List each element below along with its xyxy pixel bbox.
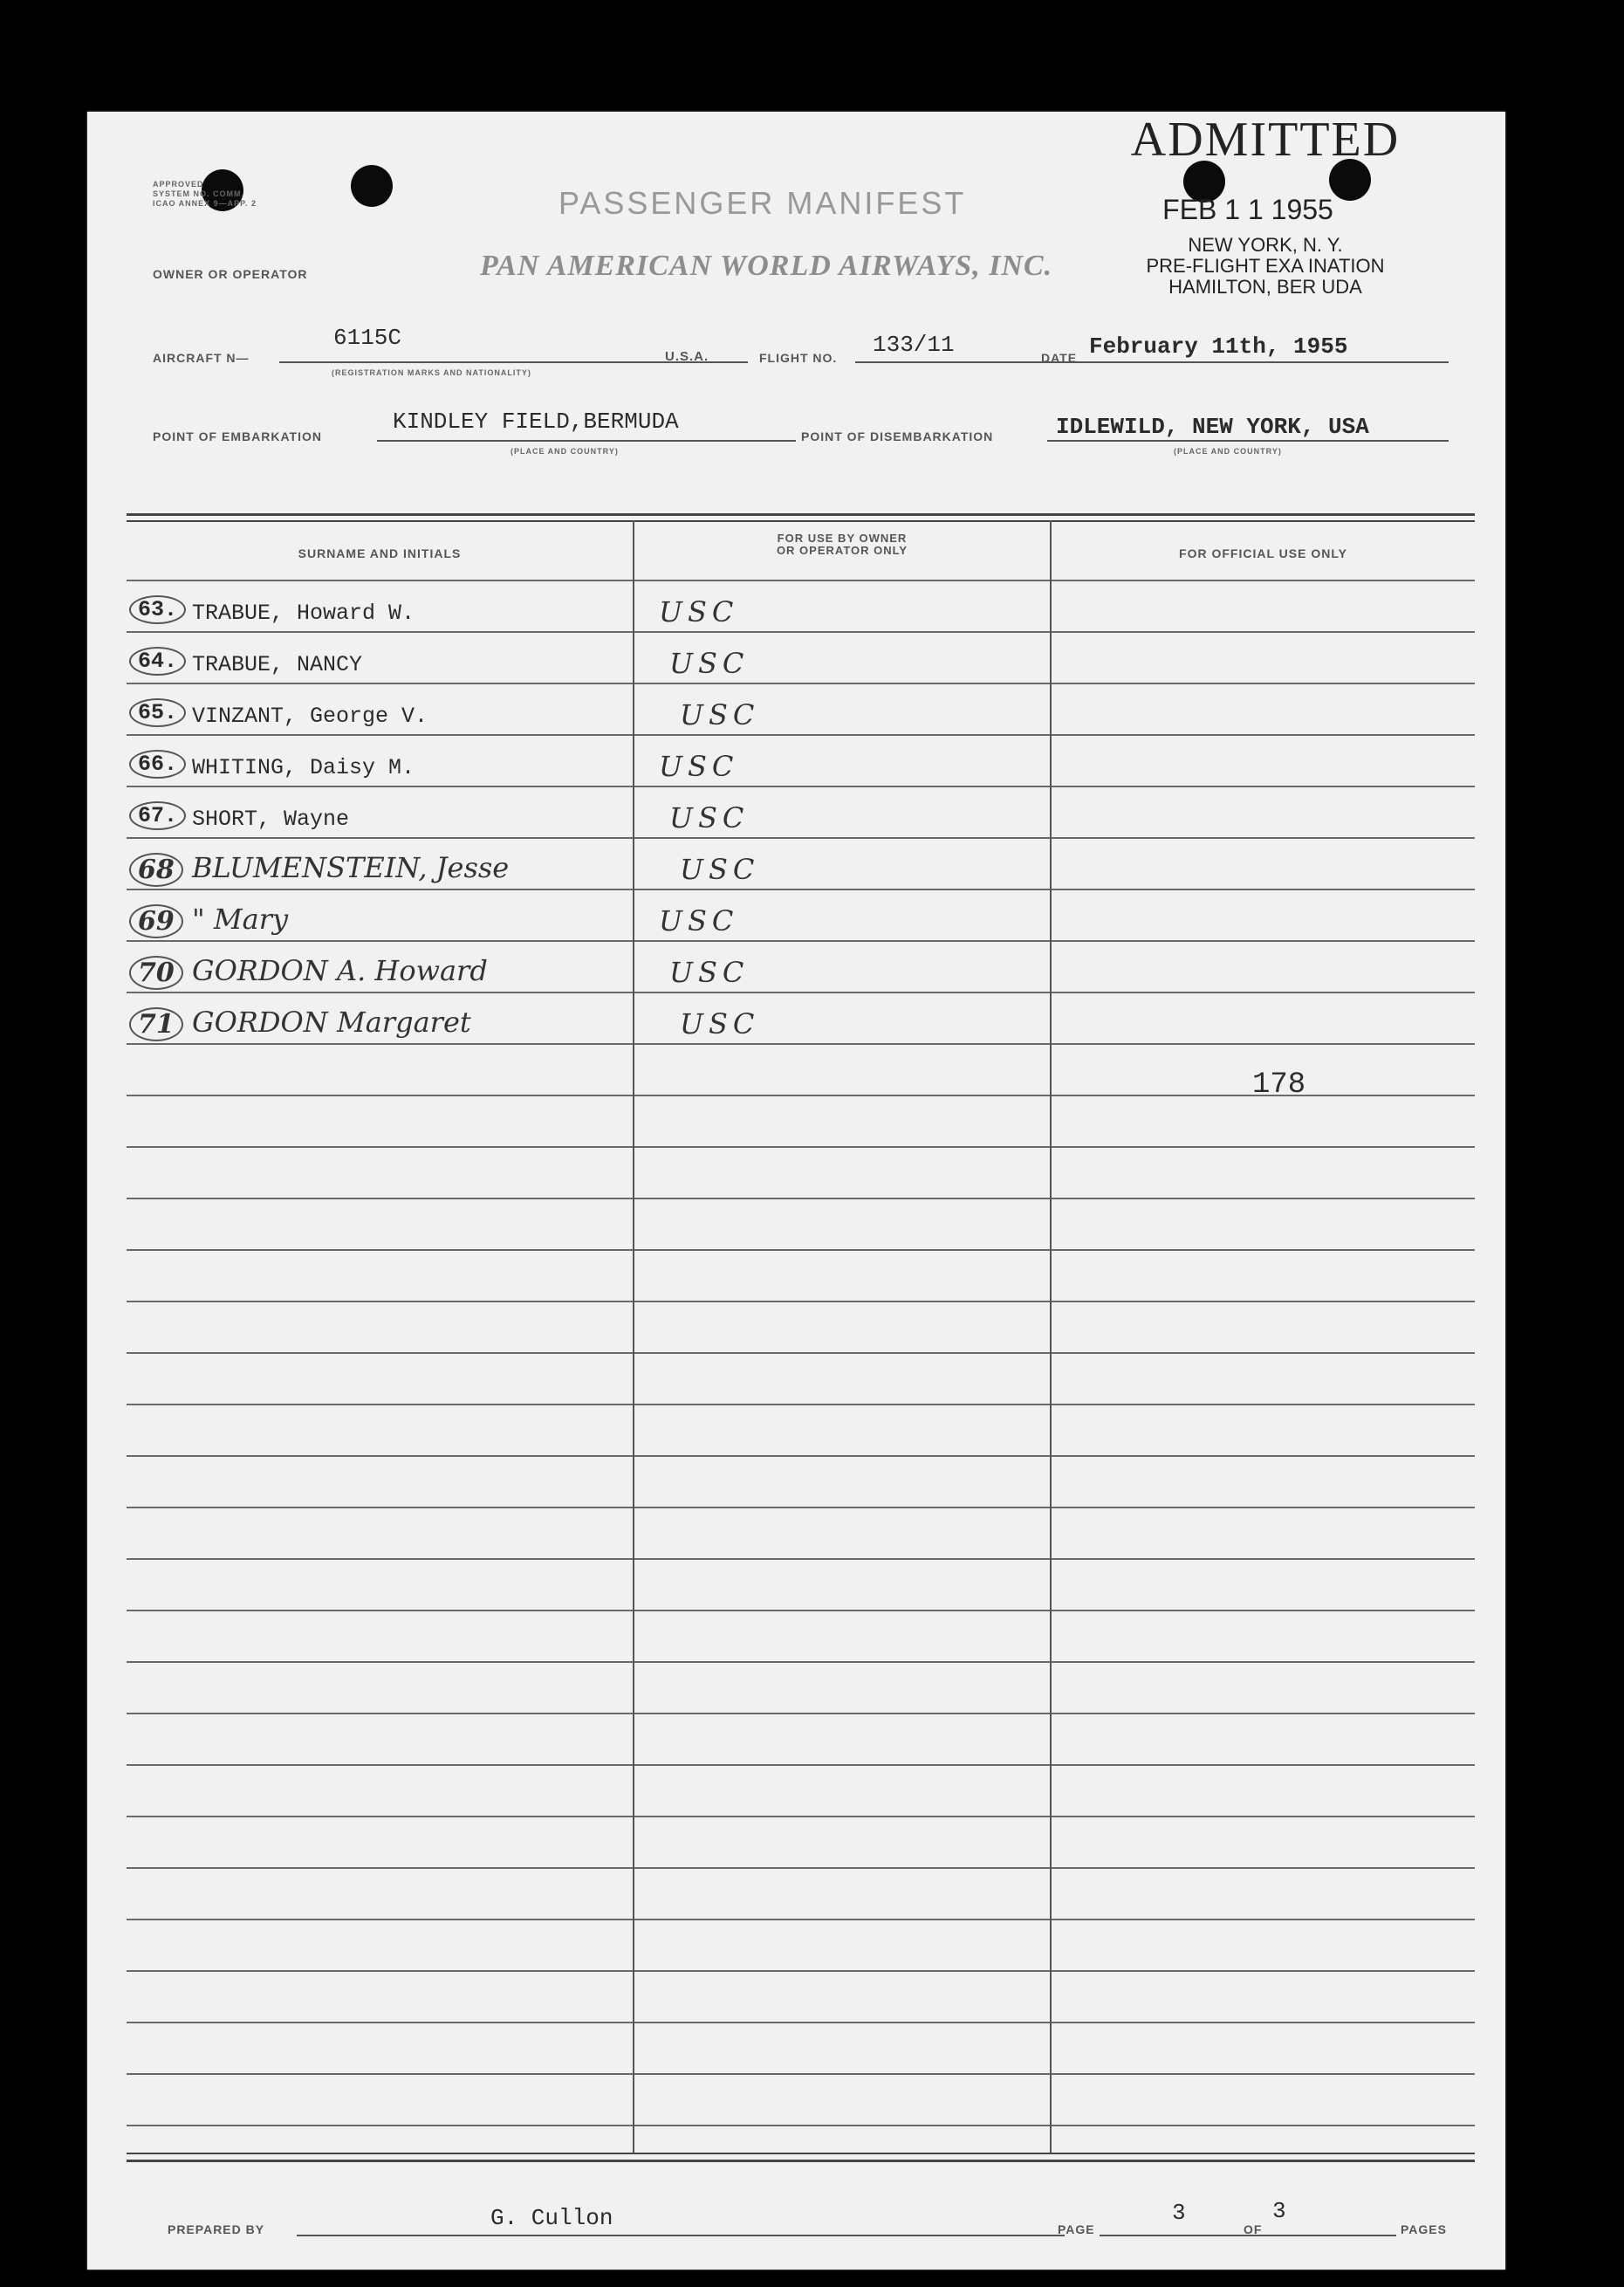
- ruled-line: [127, 1558, 633, 1560]
- col-header-line: OR OPERATOR ONLY: [776, 544, 908, 557]
- prepared-underline: [297, 2235, 1065, 2236]
- ruled-line: [1052, 1301, 1475, 1302]
- date-underline: [1079, 361, 1449, 363]
- ruled-line: [634, 1507, 1050, 1508]
- passenger-number: 66.: [129, 750, 186, 779]
- ruled-line: [634, 1301, 1050, 1302]
- ruled-line: [127, 2022, 633, 2023]
- ruled-line: [1052, 1146, 1475, 1148]
- page-label: PAGE: [1058, 2222, 1095, 2236]
- owner-use-mark: USC: [680, 1007, 760, 1040]
- disembark-underline: [1047, 440, 1449, 442]
- passenger-number: 67.: [129, 801, 186, 830]
- ruled-line: [1052, 1404, 1475, 1405]
- ruled-line: [1052, 2022, 1475, 2023]
- of-label: OF: [1244, 2222, 1263, 2236]
- ruled-line: [127, 1352, 633, 1354]
- stamp-title: ADMITTED: [1130, 113, 1401, 167]
- ruled-line: [634, 1455, 1050, 1457]
- owner-use-mark: USC: [680, 853, 760, 886]
- ruled-line: [127, 2073, 633, 2075]
- table-bottom-rule: [127, 2153, 1475, 2154]
- passenger-name: GORDON A. Howard: [192, 954, 488, 987]
- table-row: [87, 590, 1505, 634]
- table-row: [87, 745, 1505, 788]
- ruled-line: [127, 1455, 633, 1457]
- ruled-line: [127, 1661, 633, 1663]
- ruled-line: [1052, 1816, 1475, 1817]
- of-value: 3: [1272, 2198, 1286, 2224]
- ruled-line: [634, 1919, 1050, 1920]
- ruled-line: [1052, 1610, 1475, 1611]
- flight-label: FLIGHT NO.: [759, 351, 838, 365]
- ruled-line: [1052, 580, 1475, 581]
- col-header-surname: SURNAME AND INITIALS: [298, 546, 462, 560]
- admitted-stamp: [1100, 112, 1431, 298]
- table-top-rule: [127, 513, 1475, 516]
- table-row: [87, 848, 1505, 891]
- ruled-line: [634, 1198, 1050, 1199]
- ruled-line: [634, 1352, 1050, 1354]
- form-title: PASSENGER MANIFEST: [558, 185, 967, 221]
- disembark-value: IDLEWILD, NEW YORK, USA: [1056, 414, 1369, 440]
- ruled-line: [1052, 1249, 1475, 1251]
- ruled-line: [1052, 1764, 1475, 1766]
- table-top-rule: [127, 520, 1475, 522]
- manifest-sheet: [87, 112, 1505, 2270]
- ruled-line: [127, 1713, 633, 1714]
- passenger-number: 63.: [129, 595, 186, 624]
- flight-value: 133/11: [873, 332, 955, 358]
- ruled-line: [127, 1249, 633, 1251]
- ruled-line: [127, 1919, 633, 1920]
- ruled-line: [127, 1970, 633, 1972]
- ruled-line: [1052, 1558, 1475, 1560]
- aircraft-value: 6115C: [333, 325, 402, 351]
- passenger-name: GORDON Margaret: [192, 1006, 471, 1039]
- ruled-line: [634, 1867, 1050, 1869]
- ruled-line: [127, 1610, 633, 1611]
- page-value: 3: [1172, 2200, 1186, 2226]
- ruled-line: [634, 1146, 1050, 1148]
- passenger-name: TRABUE, Howard W.: [192, 601, 415, 626]
- aircraft-label: AIRCRAFT N—: [153, 351, 250, 365]
- table-row: [87, 1002, 1505, 1046]
- ruled-line: [634, 1661, 1050, 1663]
- nationality: U.S.A.: [665, 349, 709, 364]
- aircraft-sublabel: (REGISTRATION MARKS AND NATIONALITY): [332, 368, 531, 377]
- prepared-value: G. Cullon: [490, 2205, 613, 2231]
- ruled-line: [1052, 1867, 1475, 1869]
- of-underline: [1265, 2235, 1396, 2236]
- ruled-line: [127, 1507, 633, 1508]
- ruled-line: [127, 1404, 633, 1405]
- ruled-line: [634, 2125, 1050, 2126]
- ruled-line: [634, 1816, 1050, 1817]
- ruled-line: [1052, 1970, 1475, 1972]
- passenger-number: 70: [129, 956, 183, 990]
- stamp-line: HAMILTON, BER UDA: [1168, 276, 1362, 298]
- operator-name: PAN AMERICAN WORLD AIRWAYS, INC.: [480, 250, 1053, 282]
- approval-note-line: APPROVED: [153, 180, 204, 189]
- ruled-line: [634, 1558, 1050, 1560]
- ruled-line: [127, 580, 633, 581]
- passenger-number: 64.: [129, 647, 186, 676]
- prepared-label: PREPARED BY: [168, 2222, 265, 2236]
- table-row: [87, 951, 1505, 994]
- ruled-line: [1052, 2125, 1475, 2126]
- embark-underline: [377, 440, 796, 442]
- stamp-line: PRE-FLIGHT EXA INATION: [1146, 255, 1385, 277]
- stamp-date: FEB 1 1 1955: [1162, 194, 1333, 225]
- ruled-line: [127, 1198, 633, 1199]
- table-bottom-rule: [127, 2160, 1475, 2162]
- passenger-name: WHITING, Daisy M.: [192, 755, 415, 780]
- date-value: February 11th, 1955: [1089, 333, 1348, 360]
- owner-use-mark: USC: [669, 647, 750, 680]
- operator-label: OWNER OR OPERATOR: [153, 267, 308, 281]
- ruled-line: [634, 1764, 1050, 1766]
- approval-note-line: SYSTEM NO. COMM.: [153, 189, 245, 198]
- table-row: [87, 693, 1505, 737]
- punch-hole: [351, 165, 393, 207]
- approval-note: [153, 180, 257, 209]
- ruled-line: [127, 1301, 633, 1302]
- stamp-line: NEW YORK, N. Y.: [1188, 234, 1343, 256]
- table-row: [87, 796, 1505, 840]
- disembark-label: POINT OF DISEMBARKATION: [801, 429, 994, 443]
- ruled-line: [127, 1816, 633, 1817]
- passenger-number: 68: [129, 853, 183, 887]
- passenger-number: 71: [129, 1007, 183, 1041]
- ruled-line: [1052, 1352, 1475, 1354]
- ruled-line: [1052, 1507, 1475, 1508]
- ruled-line: [1052, 1713, 1475, 1714]
- disembark-sublabel: (PLACE AND COUNTRY): [1174, 447, 1282, 456]
- ruled-line: [634, 2073, 1050, 2075]
- embark-value: KINDLEY FIELD,BERMUDA: [393, 409, 679, 435]
- ruled-line: [127, 1867, 633, 1869]
- owner-use-mark: USC: [680, 698, 760, 731]
- ruled-line: [634, 1249, 1050, 1251]
- official-note: 178: [1252, 1068, 1306, 1102]
- ruled-line: [127, 1095, 633, 1096]
- ruled-line: [127, 1764, 633, 1766]
- passenger-number: 69: [129, 904, 183, 938]
- passenger-name: VINZANT, George V.: [192, 704, 428, 729]
- passenger-name: TRABUE, NANCY: [192, 652, 363, 677]
- col-header-line: FOR USE BY OWNER: [777, 532, 908, 545]
- owner-use-mark: USC: [659, 750, 739, 783]
- owner-use-mark: USC: [669, 801, 750, 834]
- ruled-line: [634, 1095, 1050, 1096]
- ruled-line: [634, 1610, 1050, 1611]
- ruled-line: [127, 2125, 633, 2126]
- ruled-line: [634, 2022, 1050, 2023]
- table-row: [87, 899, 1505, 943]
- pages-label: PAGES: [1401, 2222, 1447, 2236]
- owner-use-mark: USC: [659, 595, 739, 628]
- passenger-name: BLUMENSTEIN, Jesse: [192, 851, 510, 884]
- ruled-line: [1052, 1455, 1475, 1457]
- col-header-owner-use: [634, 532, 1050, 557]
- ruled-line: [1052, 1661, 1475, 1663]
- ruled-line: [1052, 1919, 1475, 1920]
- ruled-line: [127, 1146, 633, 1148]
- date-label: DATE: [1041, 351, 1078, 365]
- embark-sublabel: (PLACE AND COUNTRY): [510, 447, 619, 456]
- passenger-name: SHORT, Wayne: [192, 807, 350, 832]
- stamp-location: [1100, 235, 1431, 298]
- col-header-official-use: FOR OFFICIAL USE ONLY: [1179, 546, 1347, 560]
- embark-label: POINT OF EMBARKATION: [153, 429, 322, 443]
- ruled-line: [1052, 1198, 1475, 1199]
- passenger-name: " Mary: [192, 903, 289, 936]
- table-row: [87, 642, 1505, 685]
- ruled-line: [634, 1404, 1050, 1405]
- passenger-number: 65.: [129, 698, 186, 727]
- ruled-line: [1052, 2073, 1475, 2075]
- ruled-line: [634, 1713, 1050, 1714]
- ruled-line: [634, 1970, 1050, 1972]
- owner-use-mark: USC: [659, 904, 739, 937]
- owner-use-mark: USC: [669, 956, 750, 989]
- approval-note-line: ICAO ANNEX 9—APP. 2: [153, 199, 257, 208]
- ruled-line: [634, 580, 1050, 581]
